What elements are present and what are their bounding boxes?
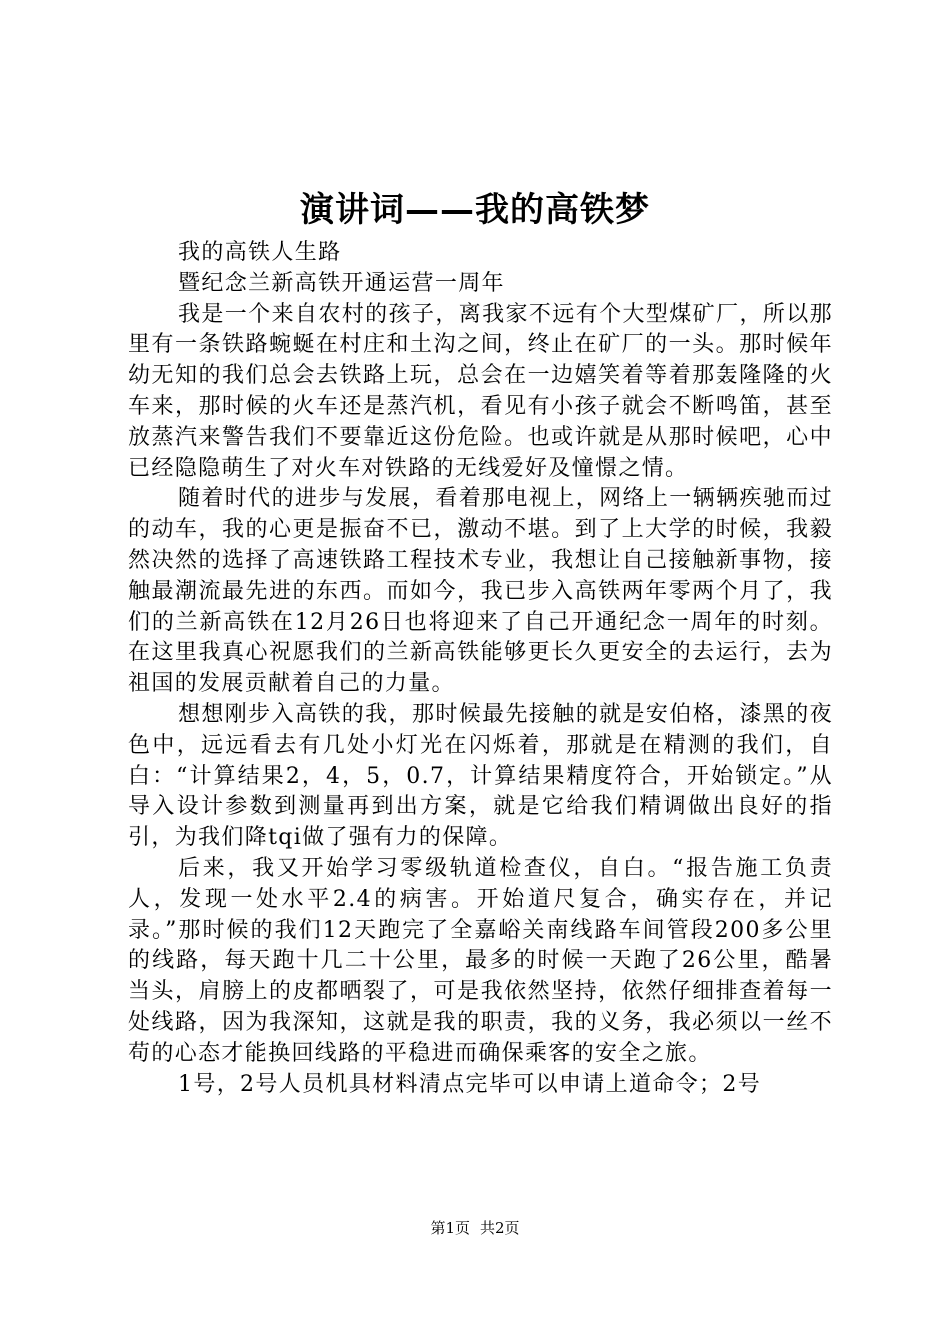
document-body bbox=[128, 238, 833, 1100]
page-total: 共2页 bbox=[480, 1219, 520, 1237]
body-paragraph: 随着时代的进步与发展，看着那电视上，网络上一辆辆疾驰而过的动车，我的心更是振奋不已，激动不堪。到了上大学的时候，我毅然决然的选择了高速铁路工程技术专业，我想让自己接触新事物，接触最潮流最先进的东西。而如今，我已步入高铁两年零两个月了，我们的兰新高铁在12月26日也将迎来了自己开通纪念一周年的时刻。在这里我真心祝愿我们的兰新高铁能够更长久更安全的去运行，去为祖国的发展贡献着自己的力量。 bbox=[128, 486, 833, 697]
subtitle-line-1: 我的高铁人生路 bbox=[178, 240, 342, 265]
page-number: 第1页 bbox=[430, 1219, 470, 1237]
subtitle-line-2: 暨纪念兰新高铁开通运营一周年 bbox=[178, 270, 505, 296]
body-paragraph: 我是一个来自农村的孩子，离我家不远有个大型煤矿厂，所以那里有一条铁路蜿蜒在村庄和土沟之间，终止在矿厂的一头。那时候年幼无知的我们总会去铁路上玩，总会在一边嬉笑着等着那轰隆隆的火车来，那时候的火车还是蒸汽机，看见有小孩子就会不断鸣笛，甚至放蒸汽来警告我们不要靠近这份危险。也或许就是从那时候吧，心中已经隐隐萌生了对火车对铁路的无线爱好及憧憬之情。 bbox=[128, 301, 833, 481]
document-title: 演讲词——我的高铁梦 bbox=[300, 190, 650, 230]
body-paragraph: 后来，我又开始学习零级轨道检查仪，自白。“报告施工负责人，发现一处水平2.4的病害。开始道尺复合，确实存在，并记录。”那时候的我们12天跑完了全嘉峪关南线路车间管段200多公里的线路，每天跑十几二十公里，最多的时候一天跑了26公里，酷暑当头，肩膀上的皮都晒裂了，可是我依然坚持，依然仔细排查着每一处线路，因为我深知，这就是我的职责，我的义务，我必须以一丝不苟的心态才能换回线路的平稳进而确保乘客的安全之旅。 bbox=[128, 855, 833, 1066]
body-paragraph: 想想刚步入高铁的我，那时候最先接触的就是安伯格，漆黑的夜色中，远远看去有几处小灯光在闪烁着，那就是在精测的我们，自白：“计算结果2，4，5，0.7，计算结果精度符合，开始锁定。”从导入设计参数到测量再到出方案，就是它给我们精调做出良好的指引，为我们降tqi做了强有力的保障。 bbox=[128, 701, 833, 851]
body-paragraph: 1号，2号人员机具材料清点完毕可以申请上道命令；2号 bbox=[178, 1071, 762, 1097]
page-footer bbox=[0, 1217, 950, 1239]
